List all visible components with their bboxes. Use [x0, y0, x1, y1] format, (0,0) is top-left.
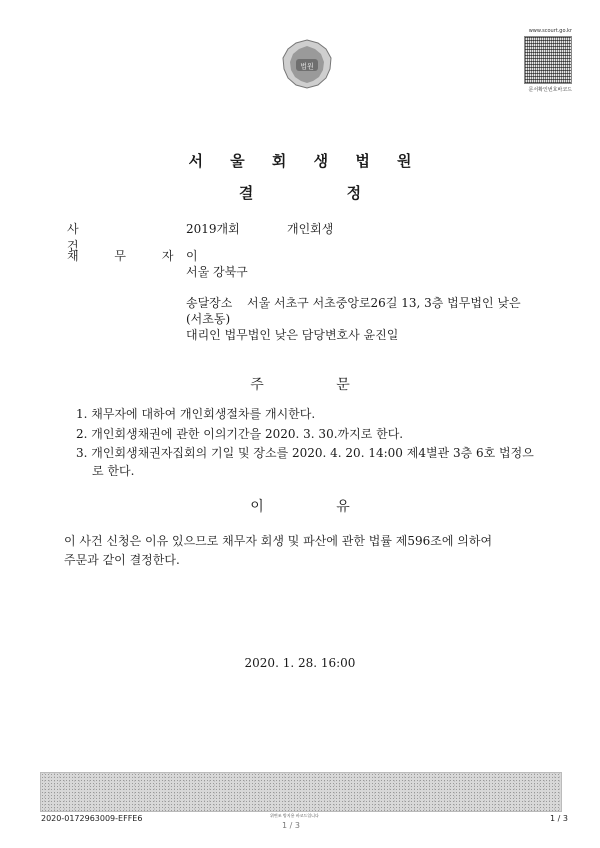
page-number: 1 / 3: [550, 814, 568, 823]
case-type: 개인회생: [287, 222, 334, 236]
order-item-1: 1. 채무자에 대하여 개인회생절차를 개시한다.: [76, 407, 316, 421]
order-item-3-cont: 로 한다.: [92, 464, 135, 478]
order-title: 주 문: [250, 377, 384, 393]
reason-title: 이 유: [250, 499, 384, 515]
service-label: 송달장소: [186, 296, 233, 310]
decision-date: 2020. 1. 28. 16:00: [244, 656, 356, 670]
document-title: 결 정: [238, 184, 406, 202]
document-code: 2020-0172963009-EFFE6: [41, 814, 143, 823]
seal-text: 법원: [300, 62, 314, 71]
qr-code-icon: [524, 36, 572, 84]
court-name: 서 울 회 생 법 원: [188, 152, 423, 170]
debtor-address: 서울 강북구: [186, 265, 248, 279]
page-number-center: 1 / 3: [282, 821, 300, 830]
order-item-3: 3. 개인회생채권자집회의 기일 및 장소를 2020. 4. 20. 14:00 제4별관 3층 6호 법정으: [76, 446, 534, 460]
qr-url: www.scourt.go.kr: [528, 28, 572, 34]
reason-line-1: 이 사건 신청은 이유 있으므로 채무자 회생 및 파산에 관한 법률 제596조에 의하여: [64, 534, 493, 548]
qr-caption: 문서확인번호바코드: [528, 87, 572, 93]
case-label: 사 건: [67, 222, 119, 253]
debtor-label: 채 무 자: [67, 249, 190, 263]
service-address: 서울 서초구 서초중앙로26길 13, 3층 법무법인 낮은: [247, 296, 521, 310]
debtor-name: 이: [186, 249, 198, 263]
reason-line-2: 주문과 같이 결정한다.: [64, 553, 180, 567]
anti-forgery-notice: 위변조 방지용 바코드입니다: [270, 813, 319, 818]
security-barcode-band: [40, 772, 562, 812]
service-address-2: (서초동): [186, 312, 231, 326]
agent: 대리인 법무법인 낮은 담당변호사 윤진일: [186, 328, 399, 342]
order-item-2: 2. 개인회생채권에 관한 이의기간을 2020. 3. 30.까지로 한다.: [76, 427, 404, 441]
court-seal-icon: [281, 38, 333, 90]
case-number: 2019개회: [186, 222, 240, 236]
